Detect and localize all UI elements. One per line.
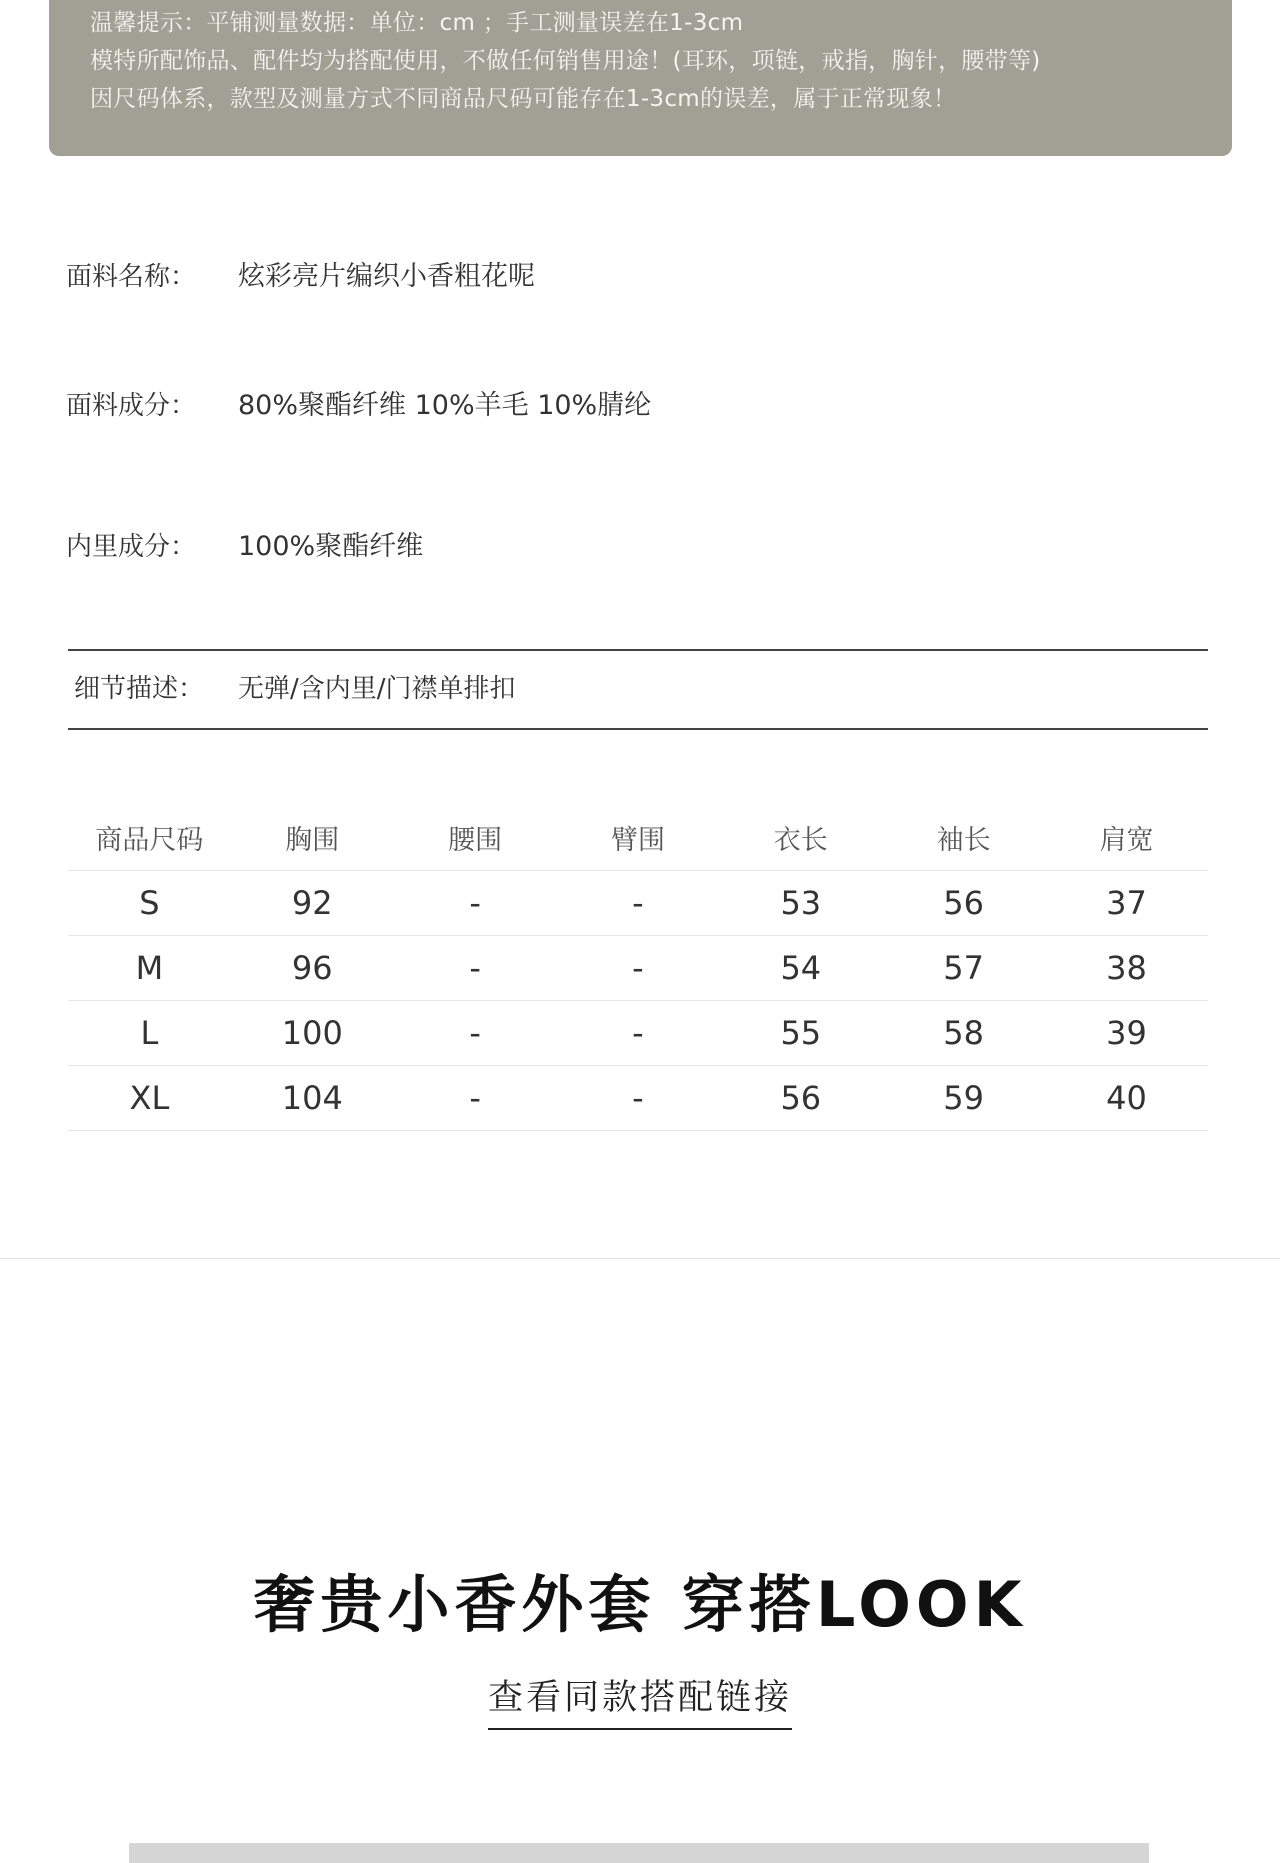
details-value: 无弹/含内里/门襟单排扣 [238, 674, 516, 704]
look-photo [129, 1843, 1149, 1863]
sleeve-cell: 58 [943, 1014, 984, 1052]
waist-cell: - [469, 1014, 481, 1052]
size-cell: L [140, 1014, 159, 1052]
chest-cell: 96 [291, 949, 333, 987]
details-row [74, 668, 516, 705]
table-row [68, 936, 1208, 1001]
size-chart-table [68, 805, 1208, 1131]
size-notice-banner [49, 0, 1232, 156]
section-divider [0, 1258, 1280, 1259]
notice-line-accessories: 模特所配饰品、配件均为搭配使用，不做任何销售用途！(耳环，项链，戒指，胸针，腰带等) [90, 48, 1041, 74]
size-chart-header [68, 805, 1208, 871]
look-link-container [0, 1670, 1280, 1730]
header-size: 商品尺码 [95, 825, 204, 856]
sleeve-cell: 56 [943, 884, 984, 922]
details-top-divider [68, 649, 1208, 651]
size-cell: XL [129, 1079, 170, 1117]
header-length: 衣长 [773, 825, 828, 856]
fabric-name-value: 炫彩亮片编织小香粗花呢 [238, 261, 535, 292]
length-cell: 53 [780, 884, 822, 922]
sleeve-cell: 57 [943, 949, 984, 987]
shoulder-cell: 39 [1106, 1014, 1147, 1052]
size-cell: S [139, 884, 160, 922]
table-row [68, 871, 1208, 936]
view-matching-link[interactable]: 查看同款搭配链接 [488, 1670, 792, 1730]
length-cell: 54 [780, 949, 822, 987]
shoulder-cell: 37 [1106, 884, 1147, 922]
waist-cell: - [469, 884, 481, 922]
table-row [68, 1001, 1208, 1066]
lining-composition-value: 100%聚酯纤维 [238, 531, 424, 562]
table-row [68, 1066, 1208, 1131]
chest-cell: 92 [291, 884, 333, 922]
header-chest: 胸围 [285, 825, 340, 856]
arm-cell: - [632, 1079, 644, 1117]
lining-composition-row [66, 524, 423, 563]
shoulder-cell: 38 [1106, 949, 1147, 987]
notice-line-measurement: 温馨提示：平铺测量数据：单位：cm ；手工测量误差在1-3cm [90, 10, 744, 36]
waist-cell: - [469, 949, 481, 987]
header-sleeve: 袖长 [936, 825, 991, 856]
lining-composition-label: 内里成分： [66, 532, 197, 562]
length-cell: 55 [780, 1014, 822, 1052]
arm-cell: - [632, 949, 644, 987]
fabric-name-label: 面料名称： [66, 262, 197, 292]
header-shoulder: 肩宽 [1099, 825, 1154, 856]
sleeve-cell: 59 [943, 1079, 984, 1117]
details-label: 细节描述： [74, 674, 205, 704]
waist-cell: - [469, 1079, 481, 1117]
shoulder-cell: 40 [1106, 1079, 1147, 1117]
header-waist: 腰围 [448, 825, 503, 856]
fabric-name-row [66, 254, 535, 293]
details-bottom-divider [68, 728, 1208, 730]
arm-cell: - [632, 884, 644, 922]
look-section-title: 奢贵小香外套 穿搭LOOK [253, 1568, 1027, 1641]
fabric-composition-label: 面料成分： [66, 391, 197, 421]
chest-cell: 100 [281, 1014, 343, 1052]
size-cell: M [135, 949, 164, 987]
arm-cell: - [632, 1014, 644, 1052]
header-arm: 臂围 [610, 825, 665, 856]
chest-cell: 104 [281, 1079, 343, 1117]
length-cell: 56 [780, 1079, 822, 1117]
notice-line-size-error: 因尺码体系，款型及测量方式不同商品尺码可能存在1-3cm的误差，属于正常现象！ [90, 86, 957, 112]
fabric-composition-row [66, 383, 651, 422]
fabric-composition-value: 80%聚酯纤维 10%羊毛 10%腈纶 [238, 390, 652, 421]
